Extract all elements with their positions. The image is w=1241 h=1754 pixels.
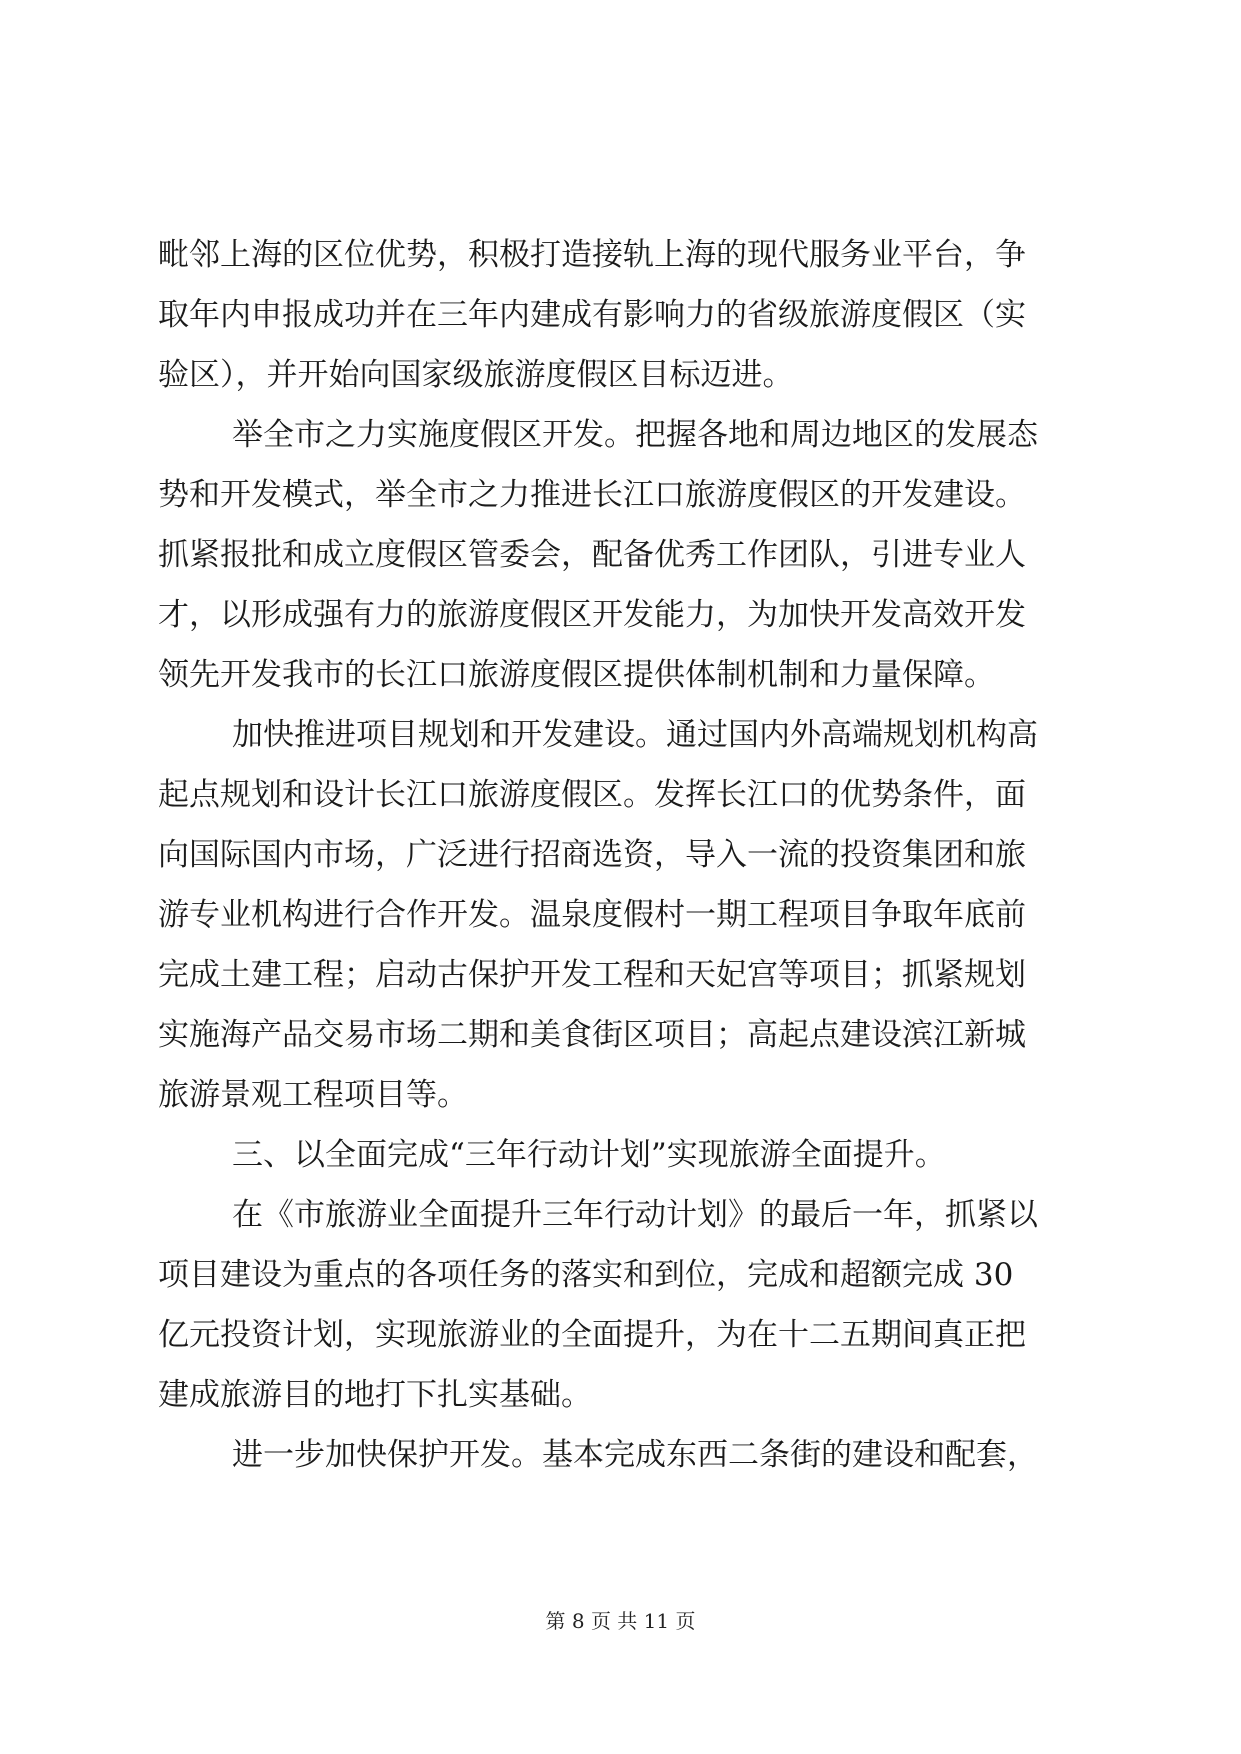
text-line: 验区），并开始向国家级旅游度假区目标迈进。 [158,357,794,393]
text-line: 完成土建工程；启动古保护开发工程和天妃宫等项目；抓紧规划 [158,957,1026,993]
text-line: 建成旅游目的地打下扎实基础。 [158,1377,592,1413]
text-line: 起点规划和设计长江口旅游度假区。发挥长江口的优势条件，面 [158,777,1026,813]
text-line: 抓紧报批和成立度假区管委会，配备优秀工作团队，引进专业人 [158,537,1026,573]
text-line: 游专业机构进行合作开发。温泉度假村一期工程项目争取年底前 [158,897,1026,933]
text-line: 实施海产品交易市场二期和美食街区项目；高起点建设滨江新城 [158,1017,1026,1053]
text-line: 项目建设为重点的各项任务的落实和到位，完成和超额完成 30 [158,1257,1014,1293]
text-line: 领先开发我市的长江口旅游度假区提供体制机制和力量保障。 [158,657,995,693]
text-line: 才，以形成强有力的旅游度假区开发能力，为加快开发高效开发 [158,597,1026,633]
text-line: 三、以全面完成“三年行动计划”实现旅游全面提升。 [232,1137,946,1173]
text-line: 旅游景观工程项目等。 [158,1077,468,1113]
page-footer [0,1605,1241,1634]
text-line: 毗邻上海的区位优势，积极打造接轨上海的现代服务业平台，争 [158,237,1026,273]
page-number: 第 8 页 共 11 页 [545,1609,696,1633]
text-line: 势和开发模式，举全市之力推进长江口旅游度假区的开发建设。 [158,477,1026,513]
text-line: 加快推进项目规划和开发建设。通过国内外高端规划机构高 [232,717,1038,753]
text-line: 在《市旅游业全面提升三年行动计划》的最后一年，抓紧以 [232,1197,1038,1233]
text-line: 举全市之力实施度假区开发。把握各地和周边地区的发展态 [232,417,1038,453]
text-line: 向国际国内市场，广泛进行招商选资，导入一流的投资集团和旅 [158,837,1026,873]
text-line: 取年内申报成功并在三年内建成有影响力的省级旅游度假区（实 [158,297,1026,333]
text-line: 进一步加快保护开发。基本完成东西二条街的建设和配套， [232,1437,1038,1473]
text-line: 亿元投资计划，实现旅游业的全面提升，为在十二五期间真正把 [158,1317,1026,1353]
